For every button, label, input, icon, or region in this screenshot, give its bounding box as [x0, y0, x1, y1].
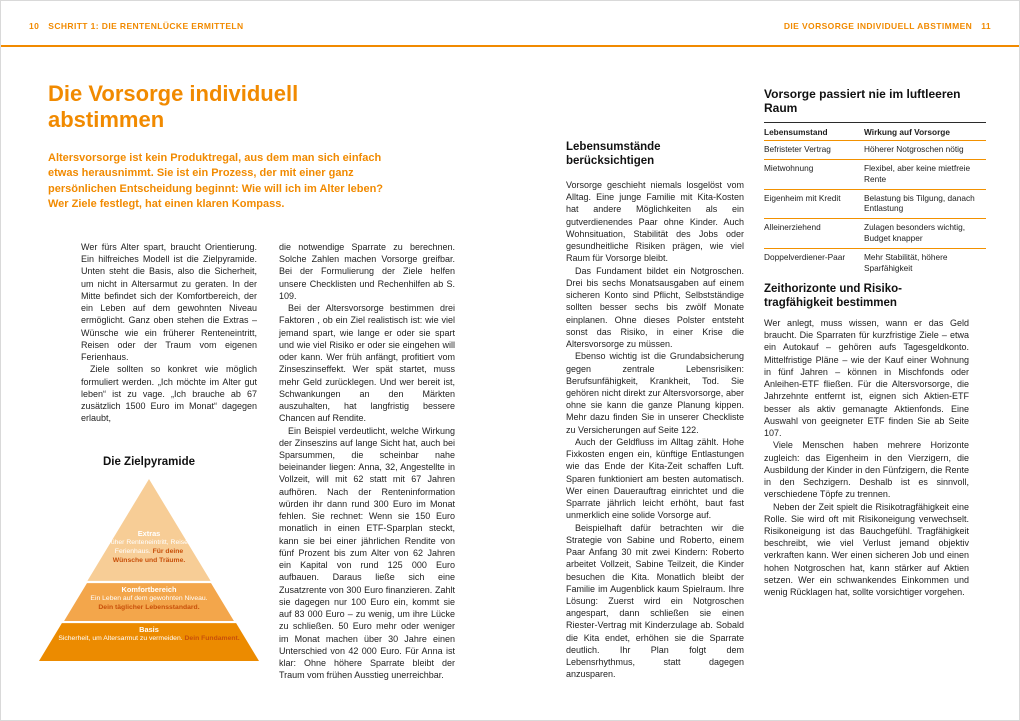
body-paragraph: Viele Menschen haben mehrere Horizonte zugleich: das Eigenheim in den Vierzigern, die Ausbildung der Kinder in den Fünfzigern, die Rente in den Sechzigern. Deshalb ist es sinnvoll, verschiedene Töpfe zu trennen.: [764, 440, 969, 500]
pyramid-highlight: Für deine Wünsche und Träume.: [112, 548, 186, 564]
pyramid-highlight: Dein Fundament.: [184, 635, 240, 643]
body-paragraph: Ziele sollten so konkret wie möglich formuliert werden. „Ich möchte im Alter gut leben“ ist zu vage. „Ich brauche ab 67 zusätzlich 1500 Euro im Monat“ dagegen erlaubt,: [81, 364, 257, 424]
body-paragraph: Wer anlegt, muss wissen, wann er das Geld braucht. Die Sparraten für kurzfristige Ziele – etwa ein Autokauf – gehören aufs Tagesgeldkonto. Mittelfristige Pläne – wie der Kauf einer Wohnung in fünf Jahren – können in Mischfonds oder Anleihen-ETF fließen. Für die Altersvorsorge, die Jahrzehnte entfernt ist, eignen sich Aktien-ETF besser als aktiv gemanagte Aktienfonds. Eine Auswahl von geeigneter ETF finden Sie ab Seite 107.: [764, 318, 969, 439]
running-head-right: [784, 21, 991, 31]
pyramid-heading: Die Zielpyramide: [102, 456, 196, 468]
body-paragraph: Auch der Geldfluss im Alltag zählt. Hohe Fixkosten engen ein, künftige Entlastungen wie das Ende der Kita-Zeit schaffen Luft. Sparen funktioniert am besten automatisch. Wer einen Dauerauftrag einrichtet und die Sparrate jährlich leicht erhöht, baut fast unmerklich eine solide Vorsorge auf.: [566, 436, 744, 521]
pyramid-desc: Sicherheit, um Altersarmut zu vermeiden.: [58, 635, 183, 643]
page-number-left: 10: [29, 21, 40, 31]
body-paragraph: Ebenso wichtig ist die Grundabsicherung gegen zentrale Lebensrisiken: Berufsunfähigkeit, Krankheit, Tod. Sie gehören nicht direkt zur Altersvorsorge, aber ohne sie kann die ganze Planung kippen. Mehr dazu finden Sie in unserer Checkliste zu Versicherungen auf Seite 122.: [566, 351, 744, 435]
right-column-1: [566, 179, 744, 681]
table-title: Vorsorge passiert nie im luftleeren Raum: [764, 87, 961, 116]
page-number-right: 11: [981, 21, 991, 31]
running-head-left: [29, 21, 244, 31]
chapter-title-left: SCHRITT 1: DIE RENTENLÜCKE ERMITTELN: [48, 21, 244, 31]
pyramid-desc: Ein Leben auf dem gewohnten Niveau.: [90, 595, 208, 603]
left-column-1: [81, 241, 257, 425]
table-row: [764, 159, 986, 189]
intro-standfirst: Altersvorsorge ist kein Produktregal, aus dem man sich einfach etwas herausnimmt. Sie ist ein Prozess, der mit einer ganz persönlichen Entscheidung beginnt: Wie will ich im Alter leben? Wer Ziele festlegt, hat einen klaren Kompass.: [48, 152, 384, 211]
table-cell-lebensumstand: Befristeter Vertrag: [764, 144, 831, 155]
body-paragraph: Neben der Zeit spielt die Risikotragfähigkeit eine Rolle. Sie wird oft mit Risikoneigung verwechselt. Risikoneigung ist das Bauchgefühl. Tragfähigkeit beschreibt, wie viel Verlust jemand objektiv verkraften kann. Wer einen sicheren Job und einen hohen Notgroschen hat, kann stärker auf Aktien setzen. Wer ein schwankendes Einkommen und wenig Rücklagen hat, sollte vorsichtiger vorgehen.: [764, 501, 969, 598]
pyramid-label: Basis: [139, 625, 159, 634]
pyramid-level-extras-text: [39, 529, 259, 566]
table-row: [764, 140, 986, 159]
table-header-lebensumstand: Lebensumstand: [764, 127, 828, 138]
table-cell-wirkung: Mehr Stabilität, höhere Sparfähigkeit: [864, 251, 948, 273]
table-cell-wirkung: Belastung bis Tilgung, danach Entlastung: [864, 192, 975, 214]
table-header-wirkung: Wirkung auf Vorsorge: [864, 127, 950, 138]
body-paragraph: Ein Beispiel verdeutlicht, welche Wirkung der Zinseszins auf lange Sicht hat, auch bei Sparsummen, die scheinbar nahe beieinander liegen: Anna, 32, Angestellte in Vollzeit, will mit 62 statt mit 67 Jahren aufhören. Nach der Renteninformation würden ihr dann rund 300 Euro im Monat fehlen. Sie rechnet: Wenn sie 150 Euro monatlich in einen ETF-Sparplan steckt, kann sie bei einer jährlichen Rendite von fünf Prozent bis zum Alter von 62 Jahren ein Kapital von rund 125 000 Euro aufbauen. Daraus ließe sich eine Zusatzrente von 300 Euro finanzieren. Zahlt sie dagegen nur 100 Euro ein, kommt sie auf 83 000 Euro – zu wenig, um ihre Lücke zu schließen. 50 Euro mehr oder weniger im Monat machen über 30 Jahre einen Unterschied von 42 000 Euro. Für Anna ist klar: Ohne höhere Sparrate bleibt der Traum vom frühen Ausstieg unerreichbar.: [279, 425, 455, 681]
table-row: [764, 248, 986, 278]
table-header-row: [764, 122, 986, 140]
header-rule: [1, 45, 1020, 47]
pyramid-label: Extras: [137, 529, 161, 538]
table-row: [764, 218, 986, 248]
left-column-2: [279, 241, 455, 681]
right-column-2: [764, 317, 969, 598]
page-title: Die Vorsorge individuell abstimmen: [48, 81, 299, 132]
goal-pyramid: [39, 479, 259, 661]
body-paragraph: Das Fundament bildet ein Notgroschen. Drei bis sechs Monatsausgaben auf einem sicheren Konto sind Pflicht, Selbstständige sollten besser sechs bis zwölf Monate einplanen. Ohne dieses Polster entsteht sonst das Risiko, in einer Krise die Altersvorsorge zu müssen.: [566, 265, 744, 350]
chapter-title-right: DIE VORSORGE INDIVIDUELL ABSTIMMEN: [783, 21, 973, 31]
pyramid-desc: Früher Renteneintritt, Reisen, Ferienhaus.: [104, 539, 194, 556]
pyramid-level-basis-text: [39, 625, 259, 644]
pyramid-level-komfort-text: [39, 585, 259, 613]
life-circumstances-table: [764, 87, 986, 277]
pyramid-label: Komfortbereich: [121, 585, 177, 594]
section-heading-zeithorizonte: Zeithorizonte und Risikotragfähigkeit bestimmen: [764, 283, 903, 309]
section-heading-lebensumstaende: Lebensumstände berücksichtigen: [566, 141, 661, 167]
table-cell-wirkung: Höherer Notgroschen nötig: [864, 144, 964, 155]
table-cell-wirkung: Zulagen besonders wichtig, Budget knapper: [864, 222, 966, 243]
table-cell-lebensumstand: Alleinerziehend: [764, 222, 821, 233]
table-cell-wirkung: Flexibel, aber keine mietfreie Rente: [864, 163, 971, 184]
body-paragraph: Wer fürs Alter spart, braucht Orientierung. Ein hilfreiches Modell ist die Zielpyramide. Unten steht die Basis, also die Sicherheit, um nicht in Altersarmut zu geraten. In der Mitte befindet sich der Komfortbereich, der ein Leben auf dem gewohnten Niveau ermöglicht. Ganz oben stehen die Extras – Wünsche wie ein früherer Renteneintritt, Reisen oder der Traum vom eigenen Ferienhaus.: [81, 242, 257, 363]
table-cell-lebensumstand: Eigenheim mit Kredit: [764, 192, 841, 203]
table-cell-lebensumstand: Mietwohnung: [764, 163, 814, 174]
table-row: [764, 189, 986, 219]
pyramid-highlight: Dein täglicher Lebensstandard.: [98, 604, 200, 612]
body-paragraph: Beispielhaft dafür betrachten wir die Strategie von Sabine und Roberto, einem Paar Anfang 30 mit zwei Kindern: Roberto arbeitet Vollzeit, Sabine Teilzeit, die Kinder besuchen die Kita. Monatlich bleibt der Familie im Augenblick kaum Spielraum. Ihre Lösung: Zuerst wird ein Notgroschen angespart, dann schließen sie einen Riester-Vertrag mit Kinderzulage ab. Sobald die Kita endet, erhöhen sie die Sparrate deutlich. Ihr Plan folgt dem Lebensrhythmus, statt dagegen anzusparen.: [566, 522, 744, 680]
table-cell-lebensumstand: Doppelverdiener-Paar: [764, 251, 846, 262]
body-paragraph: Bei der Altersvorsorge bestimmen drei Faktoren , ob ein Ziel realistisch ist: wie viel jemand spart, wie lange er oder sie spart und wie viel Risiko er oder sie eingehen will oder kann. Wer früh anfängt, profitiert vom Zinseszinseffekt. Wer spät startet, muss mehr Geld zurücklegen. Und wer bereit ist, Schwankungen an den Märkten auszuhalten, hat langfristig bessere Chancen auf Rendite.: [279, 303, 455, 424]
body-paragraph: die notwendige Sparrate zu berechnen. Solche Zahlen machen Vorsorge greifbar. Bei der Formulierung der Ziele helfen unsere Checklisten und Rechenhilfen ab S. 109.: [279, 242, 455, 301]
body-paragraph: Vorsorge geschieht niemals losgelöst vom Alltag. Eine junge Familie mit Kita-Kosten hat andere Möglichkeiten als ein gutverdienendes Paar ohne Kinder. Auch Wohnsituation, Stabilität des Jobs oder gesundheitliche Risiken prägen, wie viel Raum für Vorsorge bleibt.: [566, 180, 744, 264]
